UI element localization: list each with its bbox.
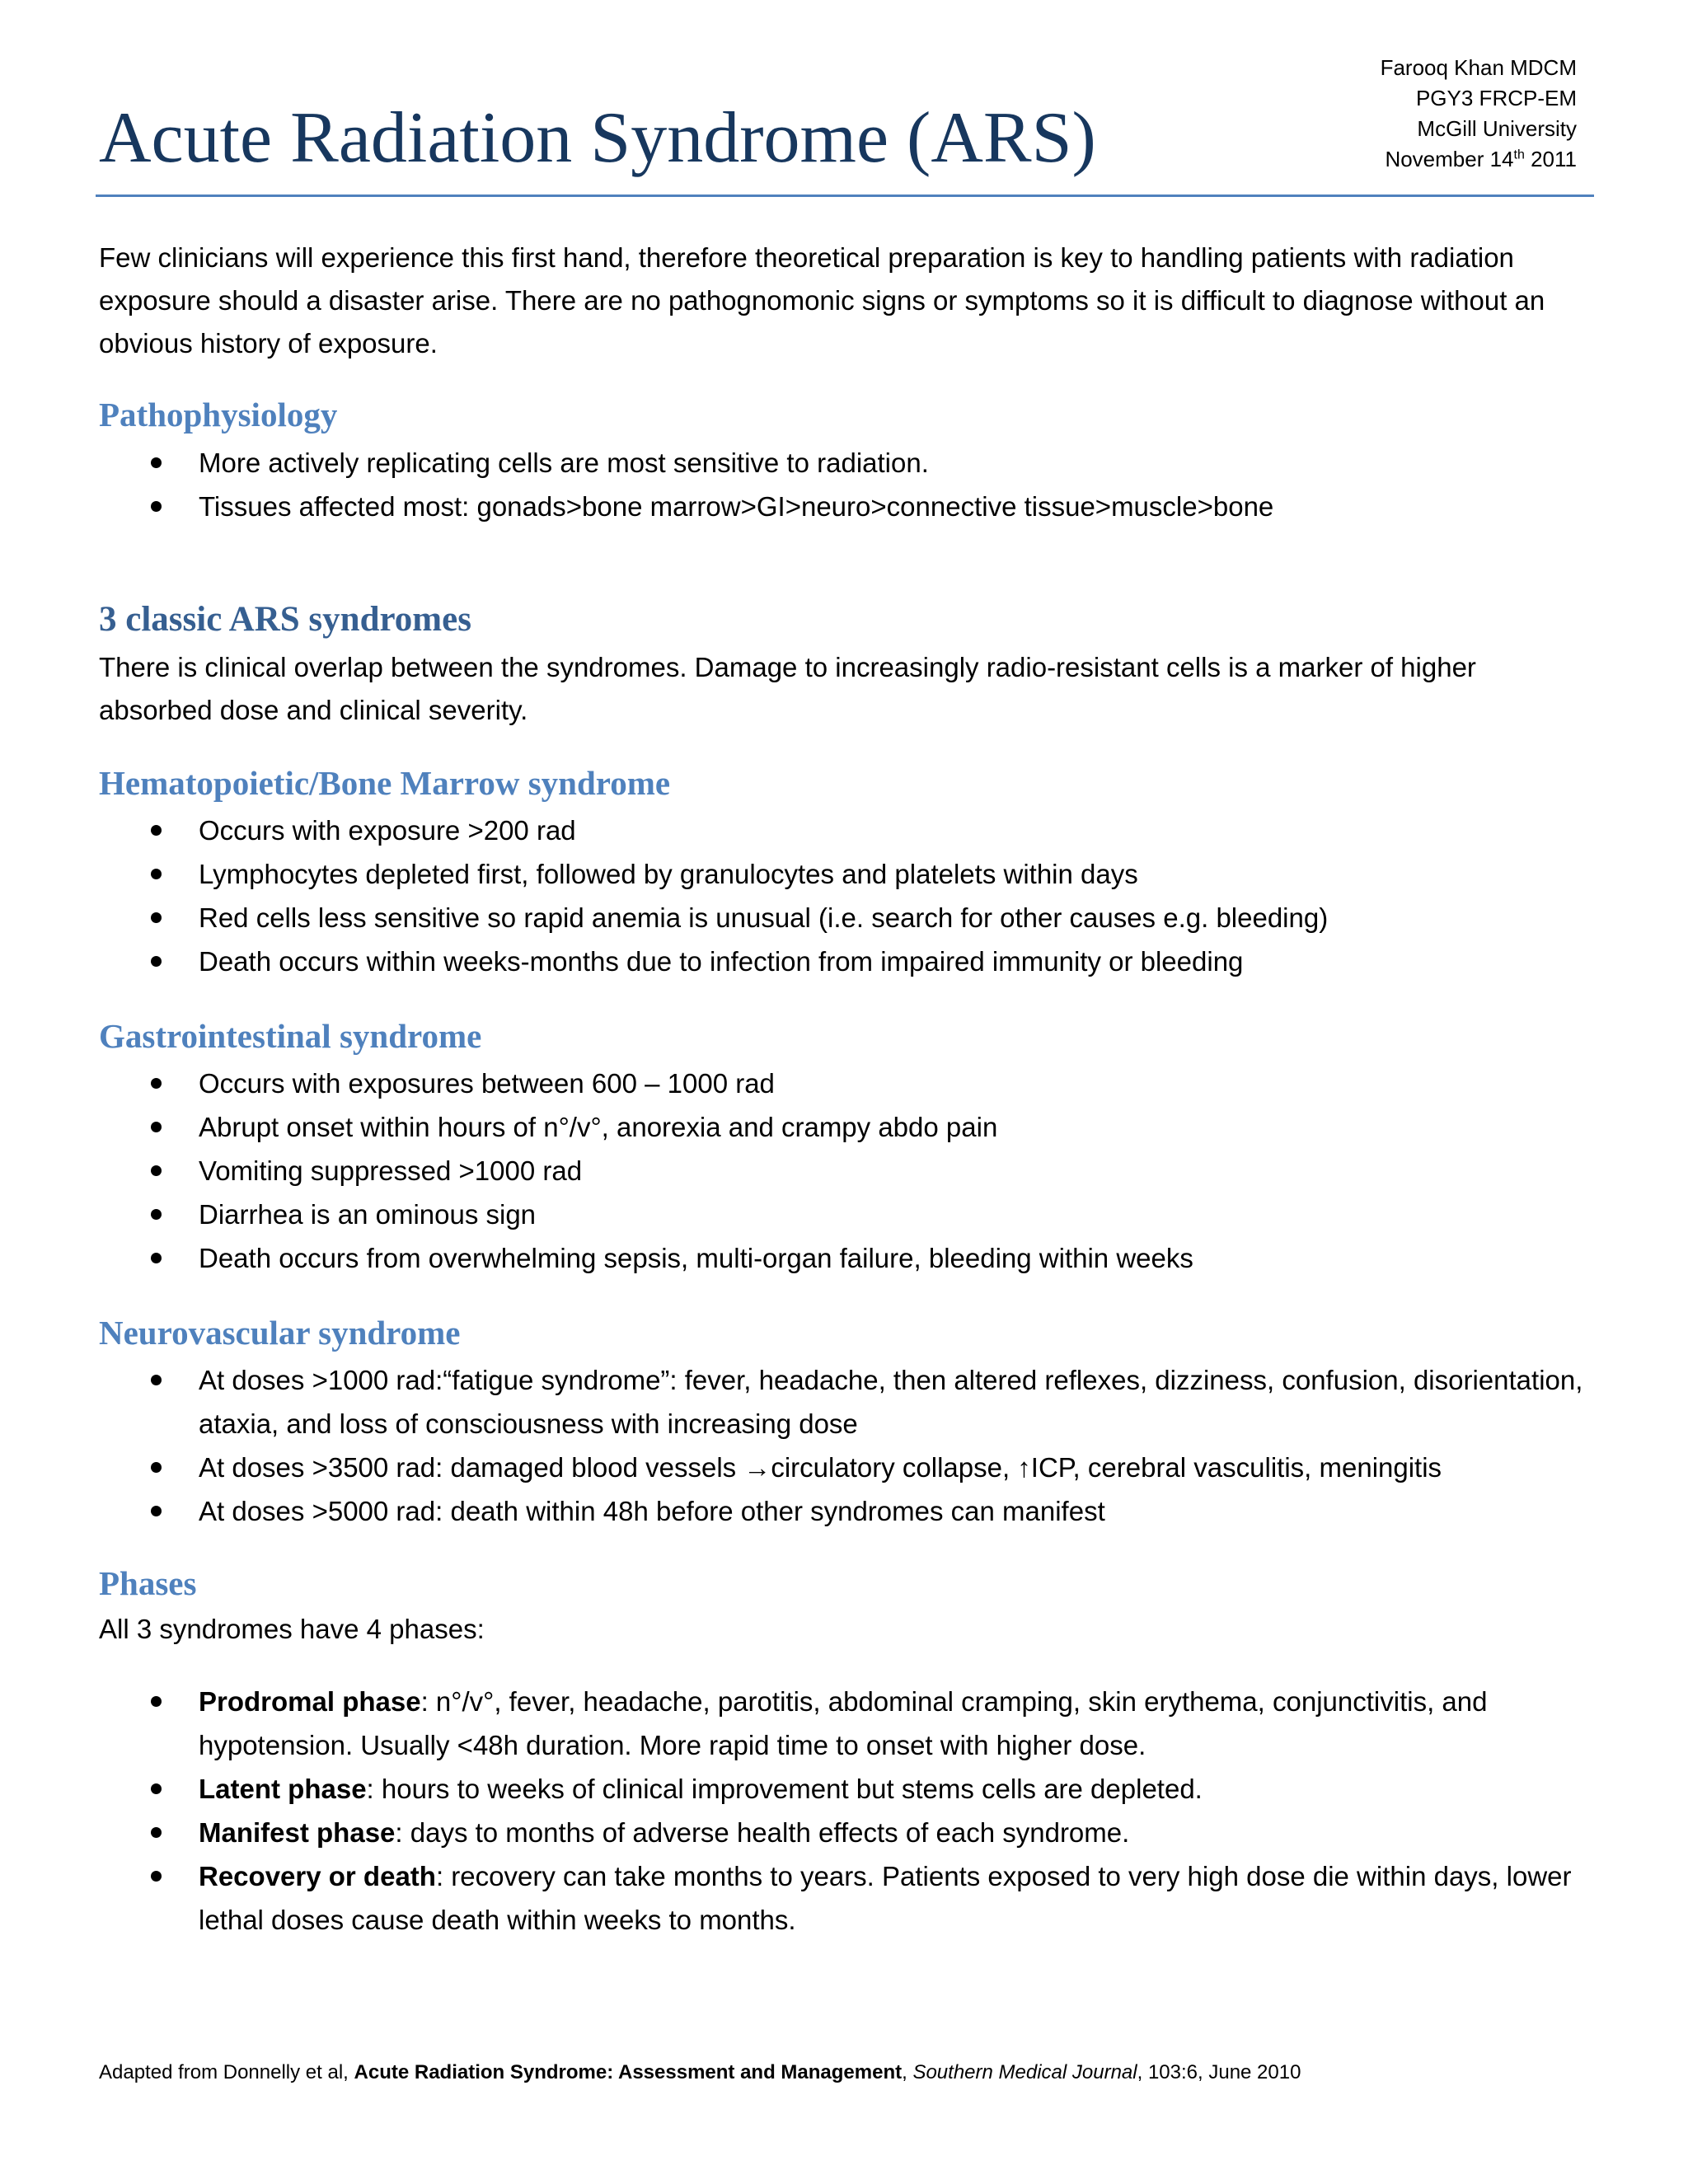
list-item	[0, 1358, 1688, 1446]
gastrointestinal-heading: Gastrointestinal syndrome	[99, 1017, 482, 1055]
phase-term: Recovery or death	[199, 1861, 436, 1891]
author-block	[1247, 53, 1577, 175]
bullet-icon	[151, 501, 162, 512]
list-item-text: Tissues affected most: gonads>bone marrow>GI>neuro>connective tissue>muscle>bone	[199, 491, 1274, 522]
list-item	[0, 940, 1688, 983]
list-item	[0, 485, 1688, 528]
citation-footer	[99, 2059, 1301, 2087]
citation-prefix: Adapted from Donnelly et al,	[99, 2061, 354, 2083]
list-item	[0, 1236, 1688, 1280]
neurovascular-list	[0, 1358, 1688, 1533]
list-item	[0, 441, 1688, 485]
phase-description: : recovery can take months to years. Patients exposed to very high dose die within days, lower lethal doses cause death within weeks to months.	[199, 1861, 1572, 1935]
list-item	[0, 1193, 1688, 1236]
bullet-icon	[151, 1375, 162, 1385]
list-item	[0, 1767, 1688, 1811]
bullet-icon	[151, 1078, 162, 1089]
list-item	[0, 852, 1688, 896]
list-item-text: Red cells less sensitive so rapid anemia is unusual (i.e. search for other causes e.g. bleeding)	[199, 902, 1329, 933]
author-date	[1247, 144, 1577, 175]
classic-syndromes-heading: 3 classic ARS syndromes	[99, 600, 471, 639]
bullet-icon	[151, 825, 162, 836]
bullet-icon	[151, 1253, 162, 1263]
phase-description: : days to months of adverse health effects of each syndrome.	[395, 1817, 1130, 1848]
phase-term: Prodromal phase	[199, 1686, 421, 1717]
phases-intro: All 3 syndromes have 4 phases:	[99, 1614, 485, 1644]
bullet-icon	[151, 956, 162, 967]
citation-journal: Southern Medical Journal	[912, 2061, 1137, 2083]
citation-article: Acute Radiation Syndrome: Assessment and Management	[354, 2061, 903, 2083]
phase-term: Manifest phase	[199, 1817, 396, 1848]
citation-separator: ,	[902, 2061, 913, 2083]
list-item-text: Diarrhea is an ominous sign	[199, 1199, 537, 1230]
date-year: 2011	[1524, 147, 1577, 171]
list-item	[0, 896, 1688, 940]
list-item	[0, 1489, 1688, 1533]
phases-list	[0, 1680, 1688, 1942]
bullet-icon	[151, 1696, 162, 1707]
bullet-icon	[151, 457, 162, 468]
intro-paragraph: Few clinicians will experience this first hand, therefore theoretical preparation is key to handling patients with radiation exposure should a disaster arise. There are no pathognomonic signs or symptoms so it is difficult to diagnose without an obvious history of exposure.	[99, 242, 1545, 359]
list-item-text: At doses >1000 rad:“fatigue syndrome”: fever, headache, then altered reflexes, dizziness, confusion, disorientation, ataxia, and loss of consciousness with increasing dose	[199, 1365, 1583, 1439]
list-item-text: Death occurs within weeks-months due to infection from impaired immunity or bleeding	[199, 946, 1244, 977]
list-item-text: Lymphocytes depleted first, followed by granulocytes and platelets within days	[199, 859, 1138, 889]
title-divider	[96, 194, 1594, 197]
bullet-icon	[151, 1122, 162, 1132]
hematopoietic-heading: Hematopoietic/Bone Marrow syndrome	[99, 764, 671, 802]
bullet-icon	[151, 1209, 162, 1220]
hematopoietic-list	[0, 808, 1688, 983]
classic-syndromes-paragraph: There is clinical overlap between the syndromes. Damage to increasingly radio-resistant cells is a marker of higher absorbed dose and clinical severity.	[99, 652, 1476, 725]
list-item	[0, 808, 1688, 852]
bullet-icon	[151, 1462, 162, 1473]
phase-term: Latent phase	[199, 1774, 367, 1804]
phase-description: : hours to weeks of clinical improvement but stems cells are depleted.	[366, 1774, 1203, 1804]
phases-heading: Phases	[99, 1564, 197, 1602]
neurovascular-heading: Neurovascular syndrome	[99, 1314, 461, 1352]
pathophysiology-heading: Pathophysiology	[99, 396, 338, 434]
list-item	[0, 1446, 1688, 1489]
author-affiliation: McGill University	[1417, 116, 1577, 141]
list-item	[0, 1680, 1688, 1767]
citation-suffix: , 103:6, June 2010	[1137, 2061, 1301, 2083]
list-item-text: Occurs with exposures between 600 – 1000 rad	[199, 1068, 775, 1099]
bullet-icon	[151, 1783, 162, 1794]
bullet-icon	[151, 869, 162, 879]
pathophysiology-list	[0, 441, 1688, 528]
author-role: PGY3 FRCP-EM	[1415, 86, 1577, 110]
bullet-icon	[151, 1165, 162, 1176]
list-item-text: Occurs with exposure >200 rad	[199, 815, 576, 846]
list-item-text: Vomiting suppressed >1000 rad	[199, 1155, 583, 1186]
list-item	[0, 1149, 1688, 1193]
bullet-icon	[151, 1827, 162, 1838]
list-item	[0, 1854, 1688, 1942]
list-item	[0, 1105, 1688, 1149]
author-name: Farooq Khan MDCM	[1380, 55, 1577, 80]
phase-description: : n°/v°, fever, headache, parotitis, abdominal cramping, skin erythema, conjunctivitis, and hypotension. Usually <48h duration. More rapid time to onset with higher dose.	[199, 1686, 1488, 1760]
gastrointestinal-list	[0, 1062, 1688, 1280]
date-prefix: November 14	[1385, 147, 1514, 171]
list-item	[0, 1811, 1688, 1854]
list-item-text: Abrupt onset within hours of n°/v°, anorexia and crampy abdo pain	[199, 1112, 998, 1142]
page-title: Acute Radiation Syndrome (ARS)	[99, 98, 1096, 178]
bullet-icon	[151, 1506, 162, 1516]
list-item-text: Death occurs from overwhelming sepsis, multi-organ failure, bleeding within weeks	[199, 1243, 1193, 1273]
list-item-text: At doses >3500 rad: damaged blood vessels →circulatory collapse, ↑ICP, cerebral vasculitis, meningitis	[199, 1452, 1442, 1483]
list-item	[0, 1062, 1688, 1105]
list-item-text: More actively replicating cells are most sensitive to radiation.	[199, 448, 929, 478]
bullet-icon	[151, 912, 162, 923]
date-superscript: th	[1513, 148, 1525, 162]
list-item-text: At doses >5000 rad: death within 48h before other syndromes can manifest	[199, 1496, 1105, 1526]
bullet-icon	[151, 1871, 162, 1882]
